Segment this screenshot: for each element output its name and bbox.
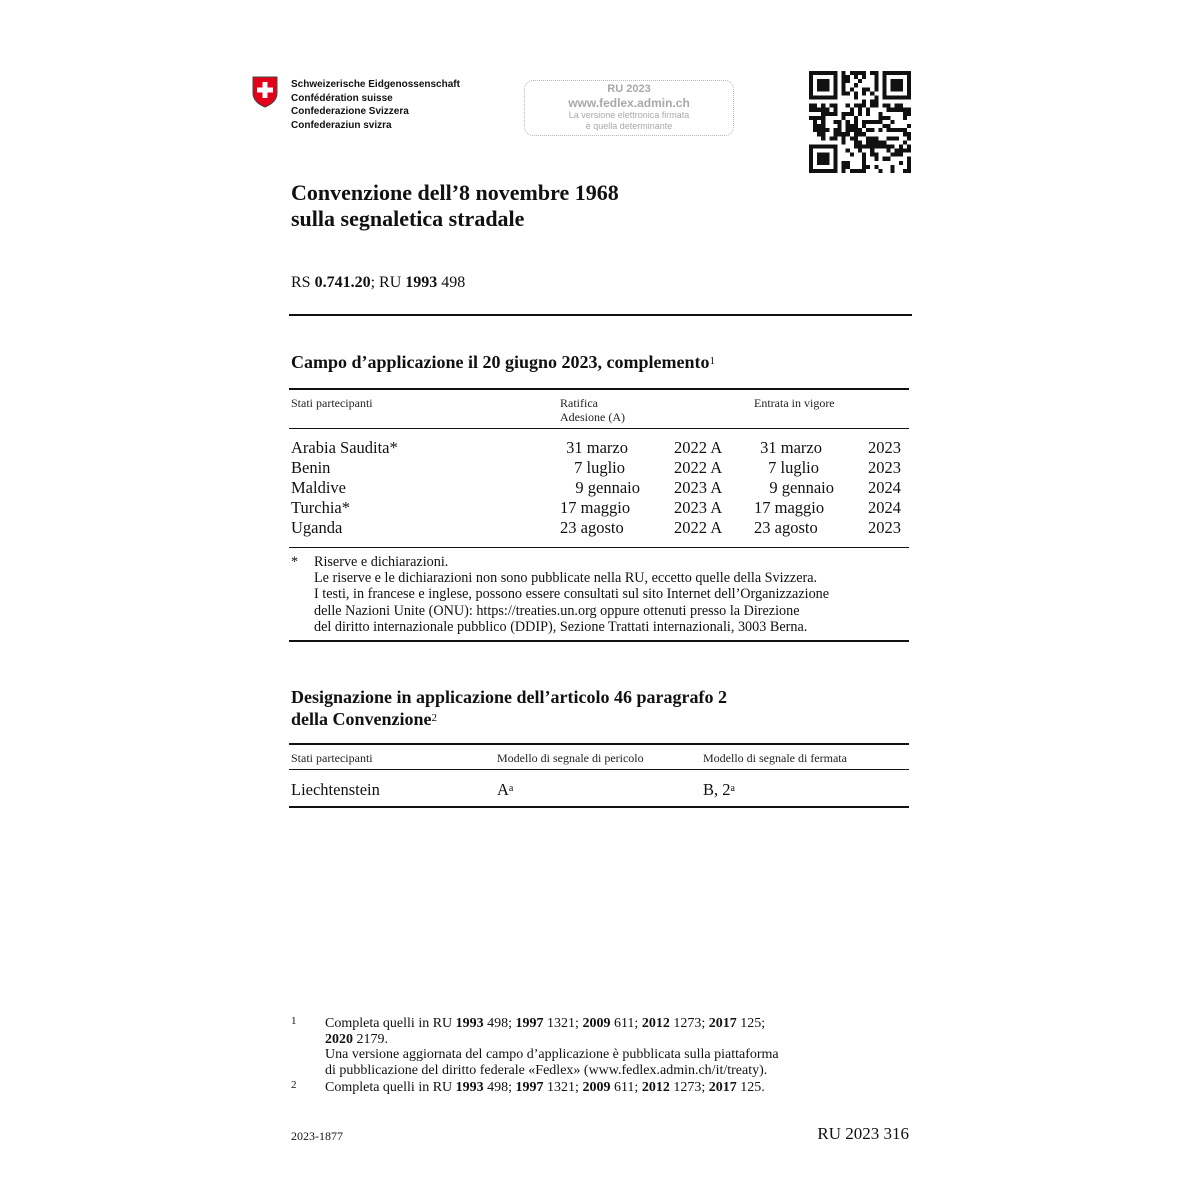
stop-sign-model: [703, 780, 735, 800]
title-line-2: sulla segnaletica stradale: [291, 206, 525, 231]
table-row: [0, 780, 1200, 800]
col-header-ratification-line2: Adesione (A): [560, 410, 625, 424]
table-notes-rule: [289, 547, 909, 548]
confederation-name-fr: Confédération suisse: [291, 92, 393, 104]
ref-page: 1273;: [673, 1016, 706, 1031]
danger-sign-model: [497, 780, 513, 800]
designation-heading: [291, 686, 727, 730]
footnote-1-line1: [325, 1016, 779, 1032]
ref-separator: ; RU: [370, 274, 402, 291]
footnote-2: [325, 1080, 765, 1096]
ratification-year: 2023 A: [674, 498, 723, 517]
ref-page: 1273;: [673, 1080, 706, 1095]
note-line: I testi, in francese e inglese, possono essere consultati sul sito Internet dell’Organizzazione: [314, 586, 830, 603]
ref-page: 125;: [740, 1016, 766, 1031]
entry-date: 9 gennaio: [769, 478, 834, 497]
ref-year: 2009: [582, 1080, 611, 1095]
ref-year: 2017: [708, 1016, 737, 1031]
table-row: [0, 478, 1200, 498]
rs-prefix: RS: [291, 274, 311, 291]
stamp-note-line2: è quella determinante: [585, 121, 673, 131]
designation-table-top-rule: [289, 743, 909, 745]
ref-year: 2009: [582, 1016, 611, 1031]
ratification-date: 9 gennaio: [575, 478, 640, 497]
ref-year: 2012: [641, 1016, 670, 1031]
col-header-states: Stati partecipanti: [291, 751, 373, 765]
ref-page: 2179.: [356, 1031, 388, 1047]
designation-heading-line2: della Convenzione: [291, 709, 432, 729]
swiss-crest-icon: [252, 76, 278, 108]
confederation-names: [291, 78, 460, 132]
ref-page: 498;: [487, 1080, 513, 1095]
stamp-ru-year: RU 2023: [607, 83, 651, 95]
stamp-note-line1: La versione elettronica firmata: [568, 110, 690, 120]
entry-year: 2023: [868, 438, 901, 457]
ratification-year: 2022 A: [674, 458, 723, 477]
entry-year: 2023: [868, 458, 901, 477]
table-row: [0, 518, 1200, 538]
note-line: del diritto internazionale pubblico (DDIP), Sezione Trattati internazionali, 3003 Berna.: [314, 618, 808, 635]
confederation-name-it: Confederazione Svizzera: [291, 106, 409, 117]
entry-year: 2023: [868, 518, 901, 537]
col-header-stop-sign: Modello di segnale di fermata: [703, 751, 847, 765]
state-name: Turchia*: [291, 498, 350, 517]
scope-heading: [291, 351, 715, 373]
entry-date: 31 marzo: [760, 438, 822, 457]
footnote-number-1: 1: [291, 1015, 297, 1027]
ref-page: 1321;: [547, 1080, 579, 1095]
table-header-rule: [289, 428, 909, 429]
footnote-prefix: Completa quelli in RU: [325, 1080, 453, 1095]
footnote-prefix: Completa quelli in RU: [325, 1016, 453, 1031]
confederation-name-rm: Confederaziun svizra: [291, 119, 392, 131]
ru-reference: RU 2023 316: [817, 1124, 909, 1143]
document-title: [291, 180, 619, 232]
ref-page: 611;: [613, 1080, 639, 1095]
table-row: [0, 438, 1200, 458]
col-header-entry: Entrata in vigore: [754, 396, 835, 410]
col-header-ratification: [560, 396, 625, 424]
col-header-states: Stati partecipanti: [291, 396, 373, 410]
ref-page: 1321;: [547, 1016, 579, 1031]
ref-year: 1997: [515, 1080, 544, 1095]
footnote-1: [325, 1016, 779, 1078]
ru-year: 1993: [405, 274, 438, 291]
stop-sign-value: B, 2: [703, 780, 731, 799]
entry-date: 17 maggio: [754, 498, 825, 517]
designation-table-header-rule: [289, 769, 909, 770]
ratification-year: 2023 A: [674, 478, 723, 497]
ref-year: 1993: [455, 1016, 484, 1031]
designation-heading-line1: Designazione in applicazione dell’articolo 46 paragrafo 2: [291, 687, 727, 707]
ru-page: 498: [441, 274, 466, 291]
stamp-website-link[interactable]: www.fedlex.admin.ch: [568, 96, 690, 110]
ref-page: 611;: [613, 1016, 639, 1031]
ratification-date: 31 marzo: [566, 438, 628, 457]
entry-date: 7 luglio: [768, 458, 819, 477]
footnote-ref-2[interactable]: 2: [431, 712, 438, 724]
col-header-danger-sign: Modello di segnale di pericolo: [497, 751, 644, 765]
reservations-note: [314, 554, 829, 635]
footnote-1-line3: Una versione aggiornata del campo d’applicazione è pubblicata sulla piattaforma: [325, 1047, 779, 1062]
col-header-ratification-line1: Ratifica: [560, 396, 598, 410]
ref-year: 1993: [455, 1080, 484, 1095]
note-line: delle Nazioni Unite (ONU): https://treaties.un.org oppure ottenuti presso la Direzione: [314, 602, 800, 619]
ref-year: 2017: [708, 1080, 737, 1095]
table-top-rule: [289, 388, 909, 390]
scope-heading-text: Campo d’applicazione il 20 giugno 2023, complemento: [291, 352, 710, 372]
qr-code-icon: [809, 71, 911, 173]
ref-year: 2020: [325, 1031, 353, 1047]
footnote-ref-1[interactable]: 1: [709, 355, 716, 367]
state-name: Maldive: [291, 478, 346, 497]
danger-sign-value: A: [497, 780, 509, 799]
reservations-note-marker: *: [291, 554, 299, 570]
state-name: Liechtenstein: [291, 780, 380, 799]
note-line: Riserve e dichiarazioni.: [314, 554, 449, 570]
ratification-date: 17 maggio: [560, 498, 631, 517]
table-bottom-rule: [289, 640, 909, 642]
ratification-date: 7 luglio: [574, 458, 625, 477]
entry-date: 23 agosto: [754, 518, 818, 537]
footnote-1-line2: [325, 1032, 779, 1048]
rs-number: 0.741.20: [314, 274, 371, 291]
classification-reference: [291, 274, 465, 292]
footnote-number-2: 2: [291, 1079, 297, 1091]
ratification-year: 2022 A: [674, 518, 723, 537]
state-name: Benin: [291, 458, 331, 477]
table-row: [0, 498, 1200, 518]
entry-year: 2024: [868, 498, 901, 517]
note-line: Le riserve e le dichiarazioni non sono pubblicate nella RU, eccetto quelle della Svizzera.: [314, 570, 818, 587]
document-number: 2023-1877: [291, 1129, 343, 1143]
ref-year: 1997: [515, 1016, 544, 1031]
title-line-1: Convenzione dell’8 novembre 1968: [291, 180, 619, 205]
ratification-year: 2022 A: [674, 438, 723, 457]
section-divider: [289, 314, 912, 316]
footnote-1-line4: di pubblicazione del diritto federale «Fedlex» (www.fedlex.admin.ch/it/treaty).: [325, 1062, 768, 1078]
stop-sign-note: a: [730, 783, 735, 794]
confederation-name-de: Schweizerische Eidgenossenschaft: [291, 79, 460, 90]
state-name: Uganda: [291, 518, 343, 537]
entry-year: 2024: [868, 478, 901, 497]
danger-sign-note: a: [508, 783, 514, 794]
ref-page: 125.: [740, 1080, 765, 1095]
state-name: Arabia Saudita*: [291, 438, 398, 457]
ratification-date: 23 agosto: [560, 518, 624, 537]
ref-page: 498;: [487, 1016, 513, 1031]
table-row: [0, 458, 1200, 478]
official-publication-stamp: [524, 80, 734, 136]
designation-table-bottom-rule: [289, 806, 909, 808]
ref-year: 2012: [641, 1080, 670, 1095]
